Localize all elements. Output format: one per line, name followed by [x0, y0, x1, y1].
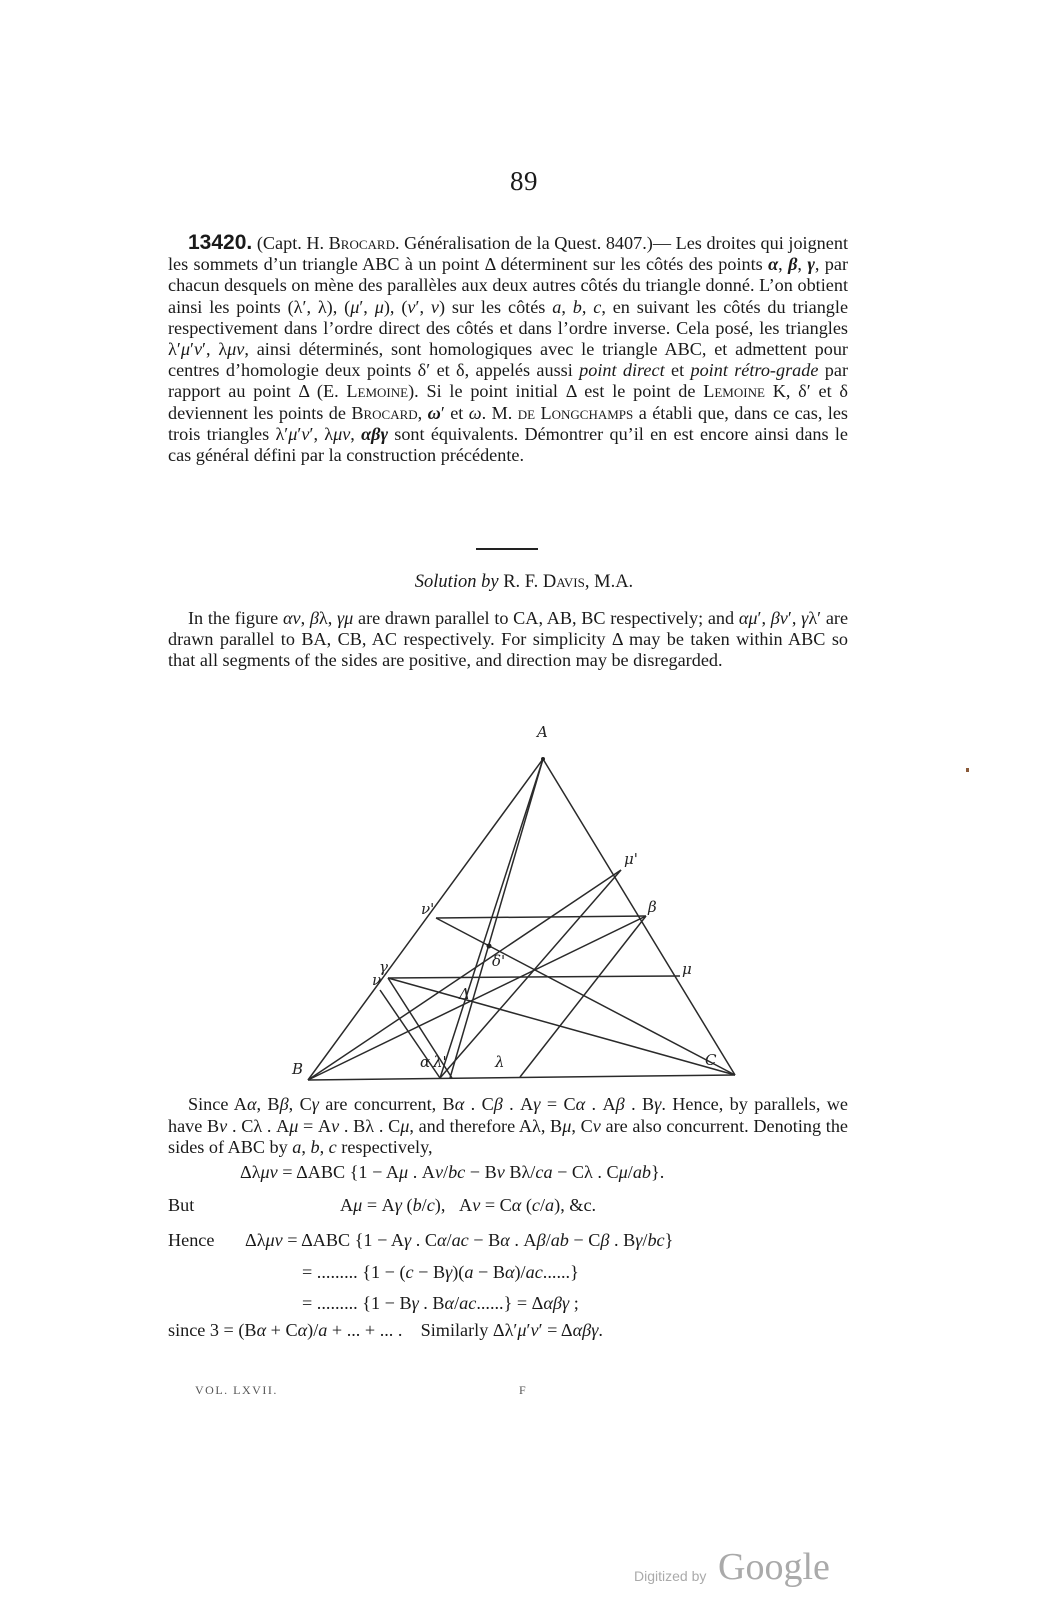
solution-intro — [168, 608, 848, 672]
line-B-mu-prime — [308, 870, 621, 1080]
watermark-prefix: Digitized by — [634, 1568, 707, 1584]
equation-3: Δλμν = ΔABC {1 − Aγ . Cα/ac − Bα . Aβ/ab − Cβ . Bγ/bc} — [245, 1230, 674, 1250]
solution-heading: Solution by R. F. Davis, M.A. — [414, 572, 634, 592]
label-mu-prime: μ' — [624, 850, 638, 868]
label-delta-prime: δ' — [492, 952, 506, 970]
label-lambda: λ — [495, 1053, 505, 1071]
proof-text: Since Aα, Bβ, Cγ are concurrent, Bα . Cβ . Aγ = Cα . Aβ . Bγ. Hence, by parallels, we have Bν . Cλ . Aμ = Aν . Bλ . Cμ, and therefore Aλ, Bμ, Cν are also concurrent. Denoting the sides of ABC by a, b, c respectively, — [168, 1094, 848, 1157]
volume-label: VOL. LXVII. — [195, 1383, 278, 1397]
google-logo: Google — [718, 1546, 830, 1588]
equation-5: = ......... {1 − Bγ . Bα/ac......} = Δαβγ ; — [302, 1293, 579, 1313]
cevian-A-lambda-prime — [450, 759, 543, 1078]
question-number: 13420. — [188, 231, 253, 254]
but-label: But — [168, 1195, 195, 1215]
geometry-figure — [280, 712, 740, 1082]
label-nu-prime: ν' — [421, 900, 435, 918]
label-beta: β — [648, 898, 657, 916]
question-body: (Capt. H. Brocard. Généralisation de la Quest. 8407.)— Les droites qui joignent les sommets d’un triangle ABC à un point Δ déterminent sur les côtés des points α, β, γ, par chacun desquels on mène des parallèles aux deux autres côtés du triangle donné. L’on obtient ainsi les points (λ′, λ), (μ′, μ), (ν′, ν) sur les côtés a, b, c, en suivant les côtés du triangle respectivement dans l’ordre direct des côtés et dans l’ordre inverse. Cela posé, les triangles λ′μ′ν′, λμν, ainsi déterminés, sont homologiques avec le triangle ABC, et admettent pour centres d’homologie deux points δ′ et δ, appelés aussi point direct et point rétro-grade par rapport au point Δ (E. Lemoine). Si le point initial Δ est le point de Lemoine K, δ′ et δ deviennent les points de Brocard, ω′ et ω. M. de Longchamps a établi que, dans ce cas, les trois triangles λ′μ′ν′, λμν, αβγ sont équivalents. Démontrer qu’il en est encore ainsi dans le cas général défini par la construction précédente. — [168, 233, 849, 466]
line-gamma-mu — [388, 976, 680, 978]
label-lambda-prime: λ' — [433, 1053, 447, 1071]
question-text — [168, 232, 848, 466]
label-A: A — [537, 723, 548, 741]
line-beta-lambda — [520, 916, 646, 1077]
side-AB — [308, 759, 543, 1080]
line-B-beta — [308, 916, 646, 1080]
equation-6: since 3 = (Bα + Cα)/a + ... + ... . Similarly Δλ′μ′ν′ = Δαβγ. — [168, 1320, 603, 1340]
line-nu-prime-beta — [436, 916, 646, 918]
label-B: B — [292, 1060, 304, 1078]
line-nu-alpha — [380, 990, 440, 1078]
equation-2: Aμ = Aγ (b/c), Aν = Cα (c/a), &c. — [340, 1195, 597, 1215]
label-gamma: γ — [379, 958, 388, 976]
label-nu: ν — [372, 971, 382, 989]
equation-4: = ......... {1 − (c − Bγ)(a − Bα)/ac......} — [302, 1262, 579, 1282]
label-C: C — [705, 1051, 717, 1069]
page-number: 89 — [510, 166, 538, 196]
hence-label: Hence — [168, 1230, 215, 1250]
solution-intro-text: In the figure αν, βλ, γμ are drawn parallel to CA, AB, BC respectively; and αμ′, βν′, γλ′ are drawn parallel to BA, CB, AC respectively. For simplicity Δ may be taken within ABC so that all segments of the sides are positive, and direction may be disregarded. — [168, 608, 849, 671]
point-A — [541, 757, 545, 761]
label-alpha: α — [420, 1053, 431, 1071]
stray-mark — [966, 768, 969, 772]
section-divider — [476, 548, 538, 550]
signature-mark: F — [519, 1383, 526, 1397]
triangle-diagram — [280, 712, 740, 1082]
proof-paragraph — [168, 1094, 848, 1159]
label-mu: μ — [682, 960, 692, 978]
equation-1: Δλμν = ΔABC {1 − Aμ . Aν/bc − Bν Bλ/ca − Cλ . Cμ/ab}. — [240, 1162, 665, 1182]
digitized-watermark — [630, 1545, 860, 1595]
point-delta-prime — [487, 944, 492, 949]
label-Delta: Δ — [459, 985, 470, 1003]
